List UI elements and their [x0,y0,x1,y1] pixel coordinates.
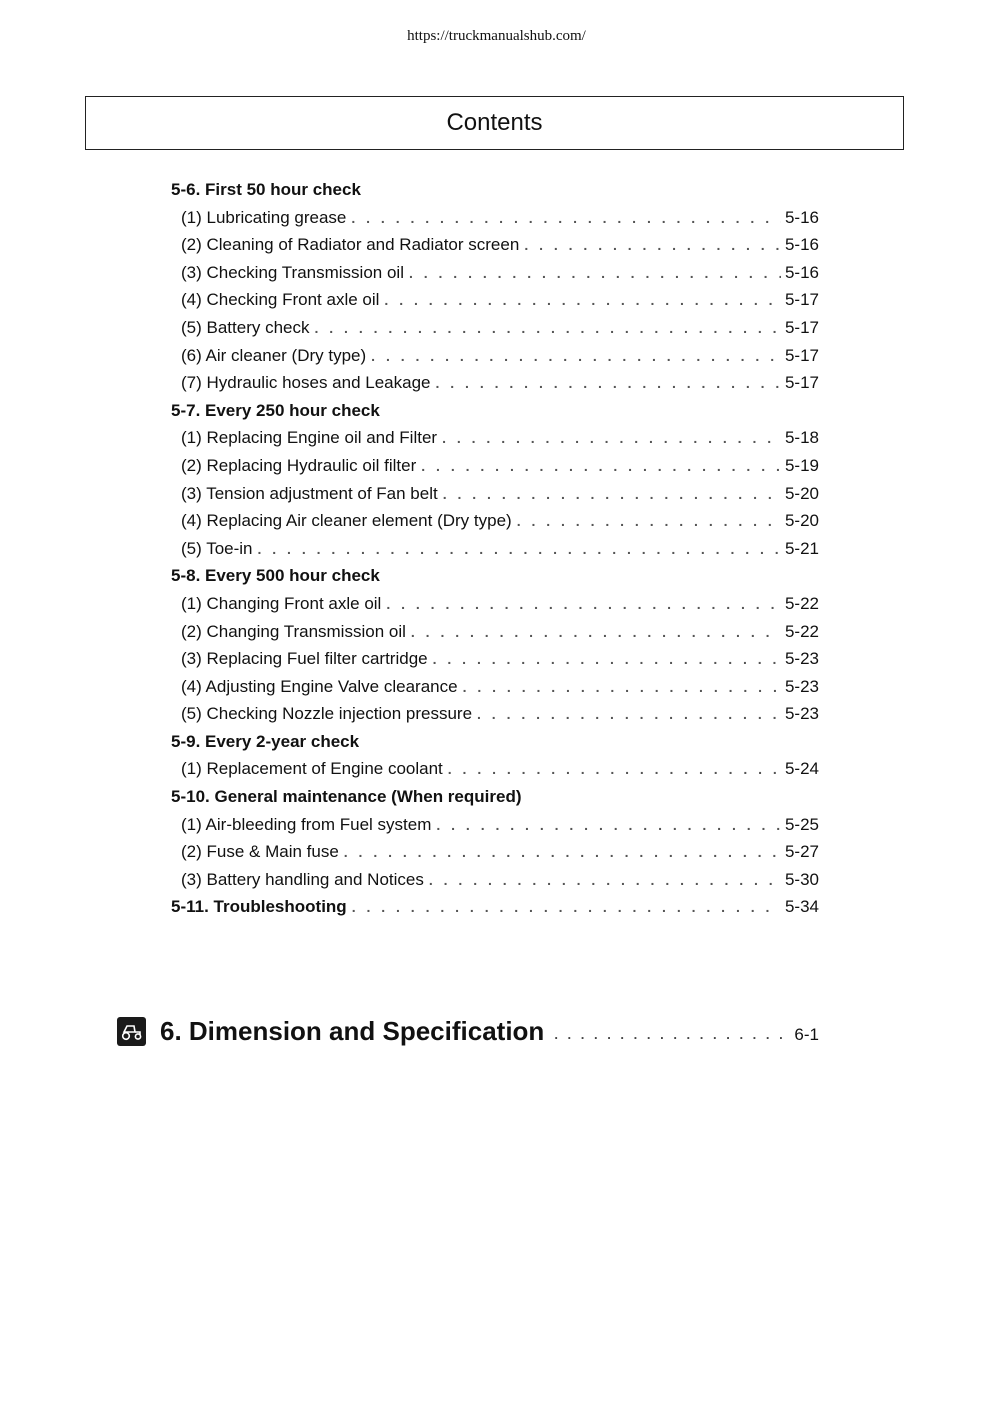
toc-page-number: 5-23 [784,704,819,724]
leader-dots [411,624,781,640]
toc-entry[interactable] [171,235,819,263]
toc-entry[interactable] [171,759,819,787]
toc-page-number: 5-23 [784,676,819,696]
leader-dots [448,761,781,777]
toc-entry[interactable] [171,346,819,374]
toc-label: (1) Air-bleeding from Fuel system [181,814,432,834]
chapter-title: 6. Dimension and Specification [160,1016,545,1046]
toc-page-number: 5-19 [784,455,819,475]
toc-label: (2) Changing Transmission oil [181,621,406,641]
toc-page-number: 5-20 [784,511,819,531]
toc-label: (4) Checking Front axle oil [181,290,380,310]
toc-entry[interactable] [171,677,819,705]
toc-entry[interactable] [171,373,819,401]
toc-page-number: 5-16 [784,207,819,227]
leader-dots [351,210,781,226]
toc-page-number: 5-17 [784,317,819,337]
chapter-page-number: 6-1 [794,1024,819,1044]
toc-entry[interactable] [171,594,819,622]
toc-label: (1) Lubricating grease [181,207,347,227]
toc-page-number: 5-25 [784,814,819,834]
leader-dots [315,320,781,336]
toc-entry[interactable] [171,870,819,898]
toc-page-number: 5-17 [784,373,819,393]
leader-dots [517,513,781,529]
toc-page-number: 5-22 [784,621,819,641]
leader-dots [344,844,781,860]
toc-entry[interactable] [171,318,819,346]
table-of-contents [171,180,819,925]
toc-entry[interactable] [171,649,819,677]
toc-entry[interactable] [171,704,819,732]
toc-entry[interactable] [171,622,819,650]
toc-entry[interactable] [171,815,819,843]
toc-entry[interactable] [171,484,819,512]
leader-dots [524,237,781,253]
toc-section-heading[interactable] [171,897,819,925]
toc-page-number: 5-18 [784,428,819,448]
leader-dots [442,430,781,446]
toc-page-number: 5-20 [784,483,819,503]
toc-label: 5-6. First 50 hour check [171,180,361,199]
toc-page-number: 5-34 [784,897,819,917]
toc-entry[interactable] [171,842,819,870]
toc-label: 5-11. Troubleshooting [171,897,347,917]
leader-dots [409,265,781,281]
leader-dots [371,348,781,364]
toc-label: 5-8. Every 500 hour check [171,566,380,586]
toc-label: (6) Air cleaner (Dry type) [181,345,367,365]
toc-entry[interactable] [171,263,819,291]
toc-page-number: 5-17 [784,290,819,310]
toc-entry[interactable] [171,511,819,539]
toc-page-number: 5-22 [784,593,819,613]
toc-label: (5) Checking Nozzle injection pressure [181,704,473,724]
leader-dots [433,651,781,667]
tractor-icon [117,1017,146,1046]
leader-dots [421,458,781,474]
leader-dots [386,596,781,612]
toc-page-number: 5-17 [784,345,819,365]
source-url: https://truckmanualshub.com/ [407,28,586,44]
toc-label: (7) Hydraulic hoses and Leakage [181,373,431,393]
toc-label: 5-9. Every 2-year check [171,731,360,751]
toc-label: (1) Changing Front axle oil [181,593,382,613]
toc-entry[interactable] [171,456,819,484]
leader-dots [384,292,781,308]
toc-entry[interactable] [171,428,819,456]
toc-label: (5) Battery check [181,317,310,337]
toc-page-number: 5-24 [784,759,819,779]
leader-dots [435,375,780,391]
leader-dots [258,541,781,557]
toc-label: (1) Replacement of Engine coolant [181,759,443,779]
contents-title-box [85,96,904,150]
leader-dots [477,706,781,722]
leader-dots [429,872,781,888]
toc-entry[interactable] [171,208,819,236]
toc-section-heading[interactable] [171,732,819,760]
toc-label: (2) Cleaning of Radiator and Radiator screen [181,235,520,255]
toc-section-heading[interactable] [171,787,819,815]
toc-page-number: 5-30 [784,869,819,889]
toc-label: (5) Toe-in [181,538,253,558]
toc-label: (3) Checking Transmission oil [181,262,404,282]
toc-label: 5-7. Every 250 hour check [171,400,380,420]
leader-dots [554,1027,789,1042]
toc-page-number: 5-23 [784,649,819,669]
leader-dots [436,817,781,833]
contents-title: Contents [446,109,543,136]
toc-label: (1) Replacing Engine oil and Filter [181,428,438,448]
toc-section-heading[interactable] [171,401,819,429]
toc-section-heading[interactable] [171,566,819,594]
toc-label: 5-10. General maintenance (When required) [171,787,522,807]
toc-page-number: 5-16 [784,235,819,255]
toc-label: (3) Tension adjustment of Fan belt [181,483,438,503]
toc-label: (2) Fuse & Main fuse [181,842,339,862]
toc-label: (4) Adjusting Engine Valve clearance [181,676,458,696]
toc-page-number: 5-16 [784,262,819,282]
chapter-6-entry[interactable] [117,1016,819,1047]
leader-dots [463,679,781,695]
toc-page-number: 5-21 [784,538,819,558]
leader-dots [352,899,781,915]
toc-label: (3) Replacing Fuel filter cartridge [181,649,428,669]
toc-label: (2) Replacing Hydraulic oil filter [181,455,417,475]
leader-dots [443,486,781,502]
toc-label: (3) Battery handling and Notices [181,869,424,889]
toc-entry[interactable] [171,290,819,318]
toc-section-heading[interactable] [171,180,819,208]
toc-page-number: 5-27 [784,842,819,862]
toc-label: (4) Replacing Air cleaner element (Dry type) [181,511,512,531]
toc-entry[interactable] [171,539,819,567]
